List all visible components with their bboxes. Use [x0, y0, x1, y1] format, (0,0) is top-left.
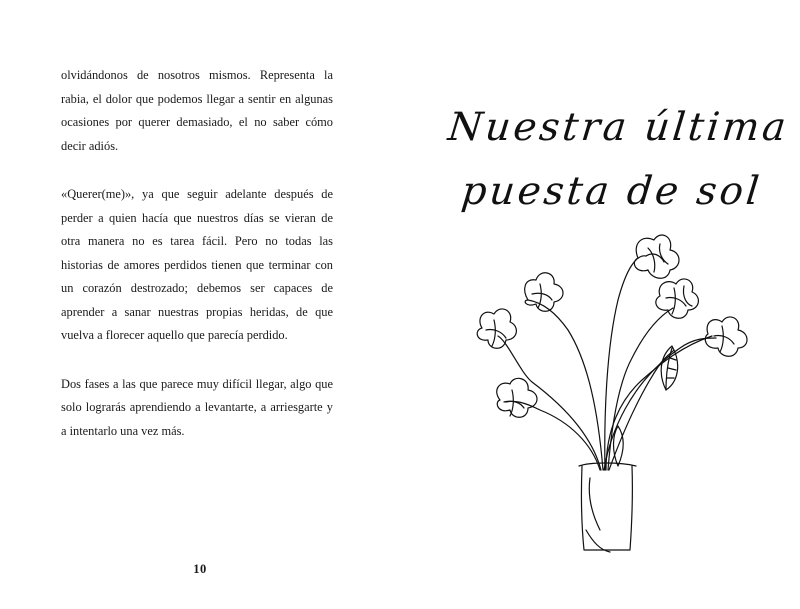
flower-icon [656, 279, 699, 318]
vase-icon [579, 463, 636, 552]
leaf-icon [661, 346, 677, 390]
paragraph-3: Dos fases a las que parece muy difícil llegar, algo que solo lograrás aprendiendo a levantarte, a arriesgarte y a intentarlo una vez más. [61, 376, 333, 438]
right-page [400, 0, 800, 609]
chapter-title-line-1: Nuestra última [445, 105, 791, 150]
paragraph-2: «Querer(me)», ya que seguir adelante después de perder a quien hacía que nuestros días se vieran de otra manera no es tarea fácil. Pero no todas las historias de amores perdidos tienen que terminar con un corazón destrozado; debemos ser capaces de aprender a sanar nuestras propias heridas, de que vuelva a florecer aquello que parecía perdido. [61, 187, 333, 342]
page-number: 10 [193, 562, 207, 576]
flower-icon [477, 309, 516, 348]
body-text [61, 64, 333, 468]
flower-icon [497, 378, 537, 417]
flower-vase-illustration [460, 230, 760, 560]
chapter-title-line-2: puesta de sol [459, 169, 765, 214]
chapter-title [423, 96, 800, 224]
paragraph-1: olvidándonos de nosotros mismos. Representa la rabia, el dolor que podemos llegar a sentir en algunas ocasiones por querer demasiado, el no saber cómo decir adiós. [61, 68, 333, 153]
